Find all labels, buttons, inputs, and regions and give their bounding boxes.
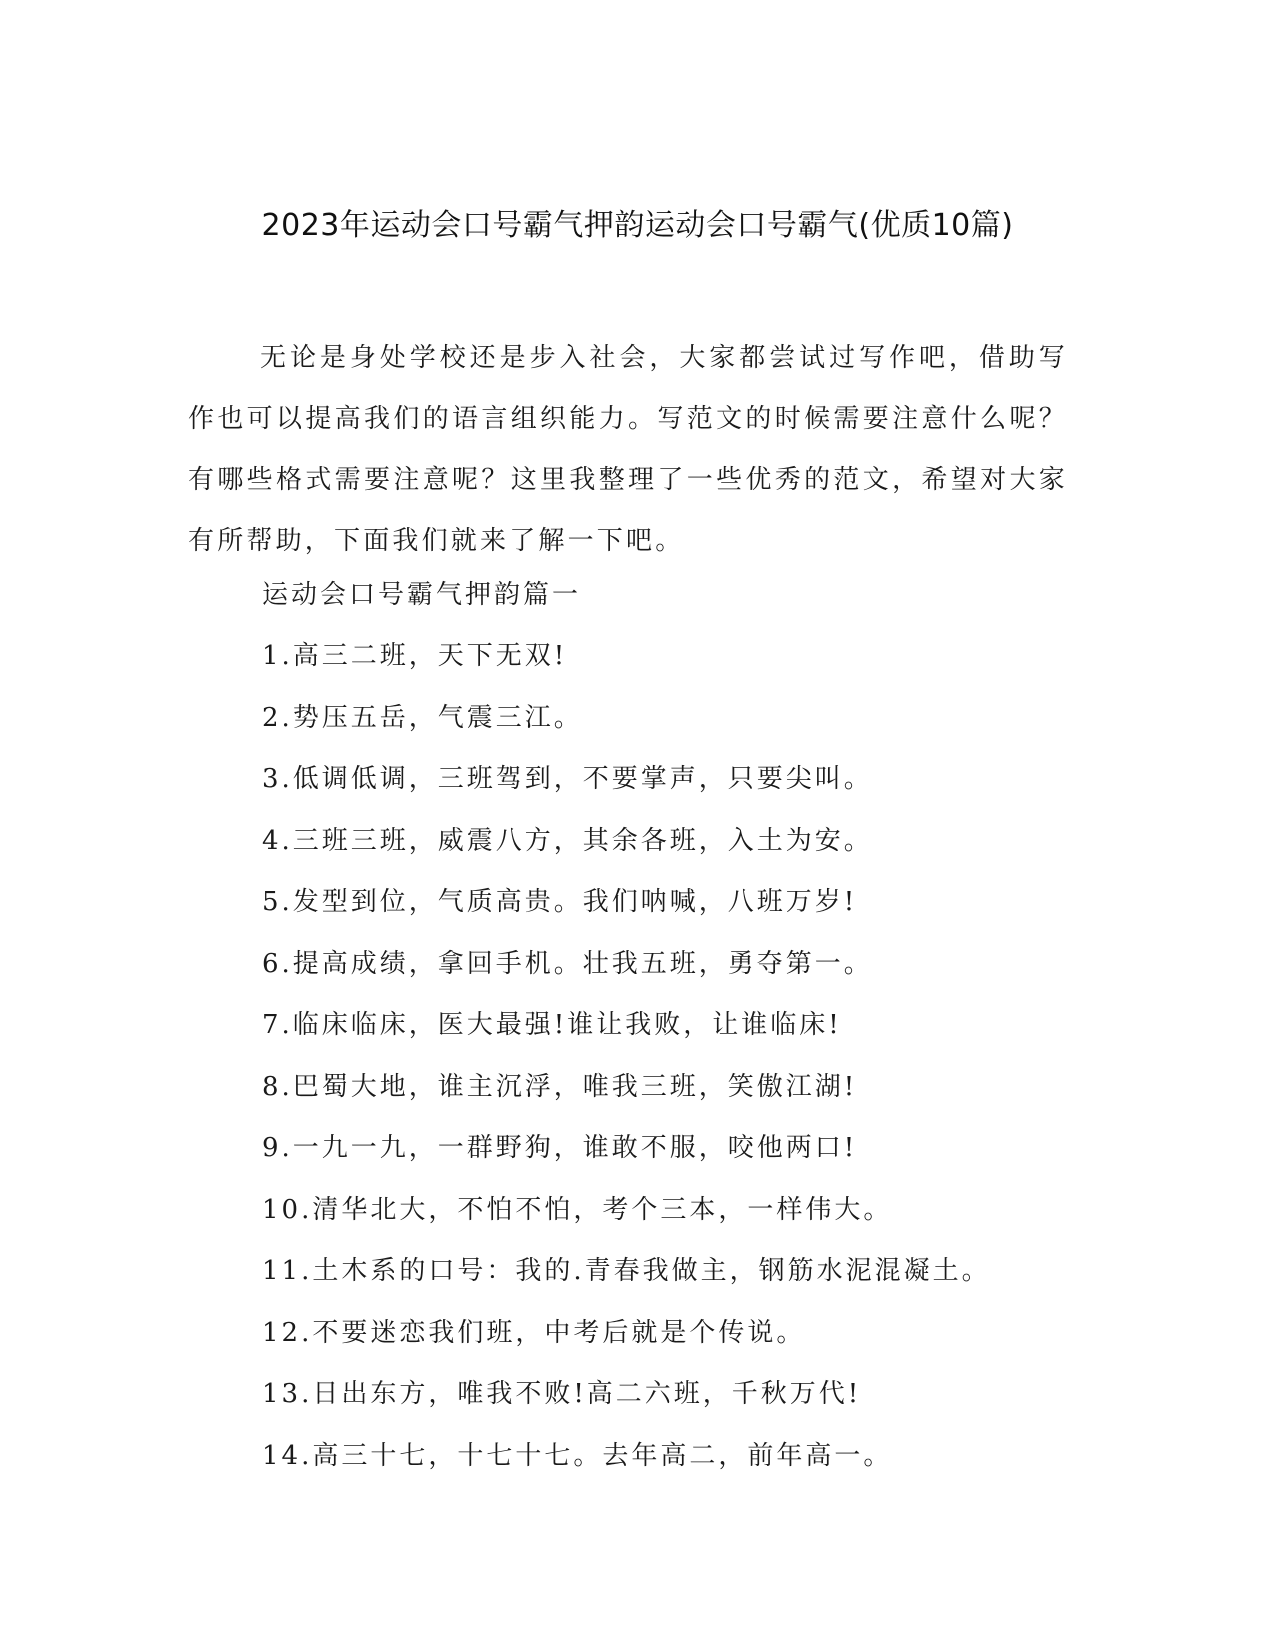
slogan-item: 2.势压五岳，气震三江。 [262,702,583,733]
slogan-item: 7.临床临床，医大最强!谁让我败，让谁临床! [262,1010,842,1040]
slogan-list [262,636,1062,1497]
slogan-item: 6.提高成绩，拿回手机。壮我五班，勇夺第一。 [262,948,873,979]
slogan-item: 5.发型到位，气质高贵。我们呐喊，八班万岁! [262,887,858,917]
slogan-item: 8.巴蜀大地，谁主沉浮，唯我三班，笑傲江湖! [262,1071,858,1102]
slogan-item: 12.不要迷恋我们班，中考后就是个传说。 [262,1317,806,1348]
document-title: 2023年运动会口号霸气押韵运动会口号霸气(优质10篇) [261,208,1014,243]
section-heading: 运动会口号霸气押韵篇一 [262,580,582,610]
slogan-item: 3.低调低调，三班驾到，不要掌声，只要尖叫。 [262,764,873,794]
slogan-item: 9.一九一九，一群野狗，谁敢不服，咬他两口! [262,1133,858,1163]
slogan-item: 11.土木系的口号：我的.青春我做主，钢筋水泥混凝土。 [262,1256,991,1286]
slogan-item: 10.清华北大，不怕不怕，考个三本，一样伟大。 [262,1194,893,1225]
slogan-item: 13.日出东方，唯我不败!高二六班，千秋万代! [262,1379,862,1409]
intro-paragraph: 无论是身处学校还是步入社会，大家都尝试过写作吧，借助写作也可以提高我们的语言组织能力。写范文的时候需要注意什么呢？有哪些格式需要注意呢？这里我整理了一些优秀的范文，希望对大家有所帮助，下面我们就来了解一下吧。 [188,343,1068,556]
slogan-item: 1.高三二班，天下无双! [262,641,568,671]
slogan-item: 4.三班三班，威震八方，其余各班，入土为安。 [262,825,873,856]
slogan-item: 14.高三十七，十七十七。去年高二，前年高一。 [262,1440,893,1471]
